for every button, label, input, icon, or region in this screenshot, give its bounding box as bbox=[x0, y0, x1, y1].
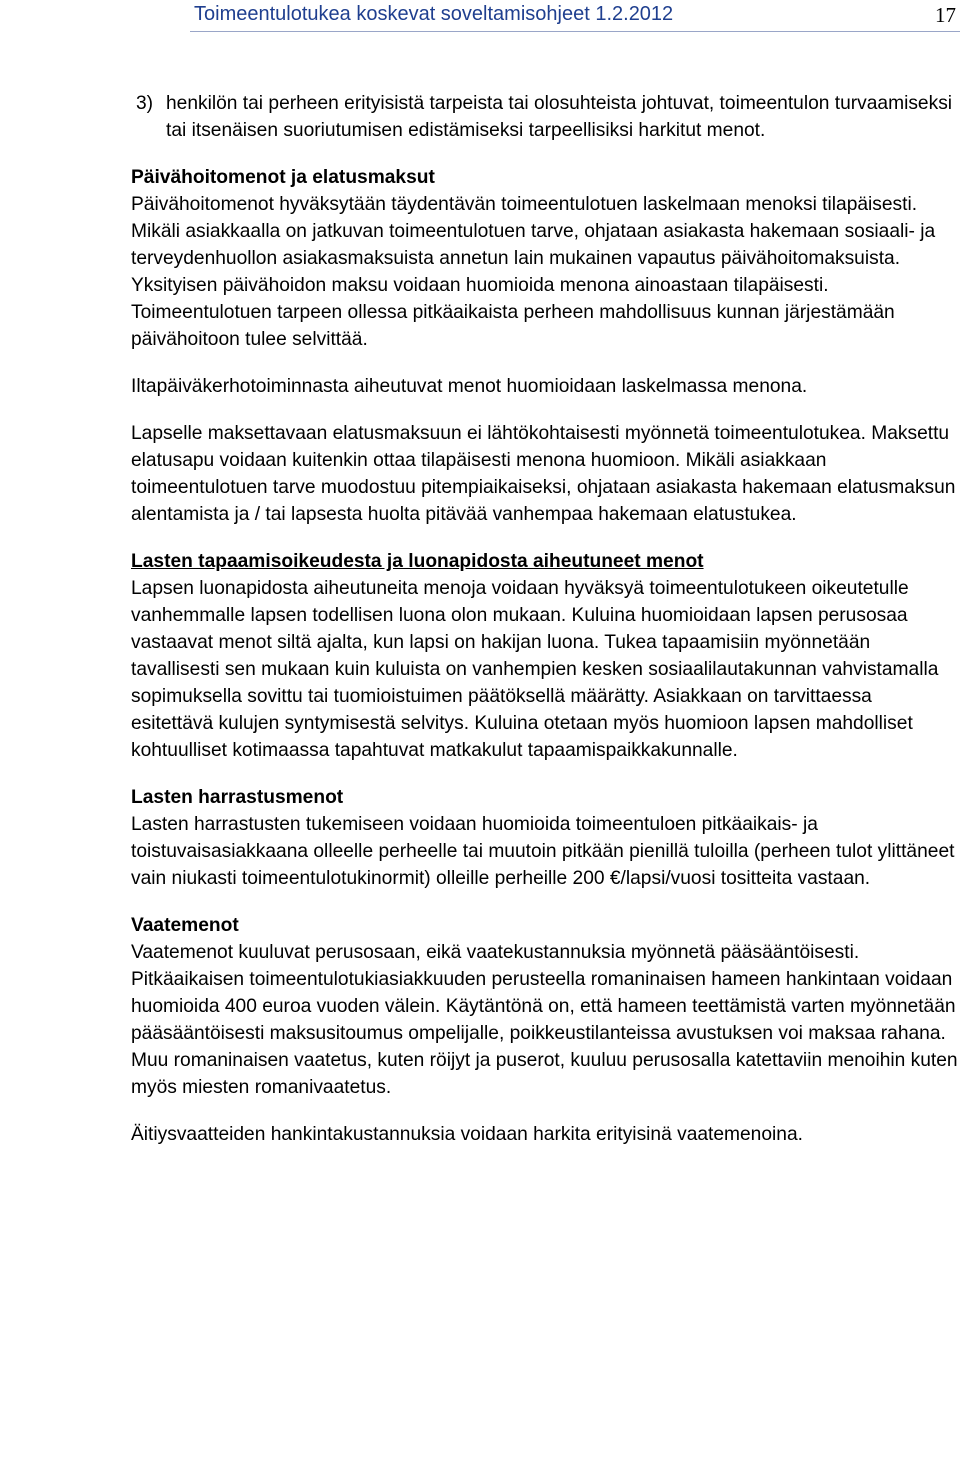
document-body bbox=[131, 90, 959, 1168]
document-title: Toimeentulotukea koskevat soveltamisohjeet 1.2.2012 bbox=[194, 3, 674, 25]
section-heading: Päivähoitomenot ja elatusmaksut bbox=[131, 167, 435, 188]
section-daycare bbox=[131, 164, 959, 353]
section-paragraph: Vaatemenot kuuluvat perusosaan, eikä vaatekustannuksia myönnetä pääsääntöisesti. Pitkäaikaisen toimeentulotukiasiakkuuden perusteella romaninaisen hameen hankintaan voidaan huomioida 400 euroa vuoden välein. Käytäntönä on, että hameen teettämistä varten myönnetään pääsääntöisesti maksusitoumus ompelijalle, poikkeustilanteissa avustuksen voi maksaa rahana. Muu romaninaisen vaatetus, kuten röijyt ja puserot, kuuluu perusosalla katettaviin menoihin kuten myös miesten romanivaatetus. bbox=[131, 942, 958, 1098]
section-heading: Lasten harrastusmenot bbox=[131, 787, 344, 808]
list-item-number: 3) bbox=[136, 93, 154, 114]
section-hobbies bbox=[131, 784, 959, 892]
section-paragraph: Päivähoitomenot hyväksytään täydentävän toimeentulotuen laskelmaan menoksi tilapäisesti. Mikäli asiakkaalla on jatkuvan toimeentulotuen tarve, ohjataan asiakasta hakemaan sosiaali- ja terveydenhuollon asiakasmaksuista annetun lain mukainen vapautus päivähoitomaksuista. Yksityisen päivähoidon maksu voidaan huomioida menona ainoastaan tilapäisesti. Toimeentulotuen tarpeen ollessa pitkäaikaista perheen mahdollisuus kunnan järjestämään päivähoitoon tulee selvittää. bbox=[131, 194, 936, 350]
section-visitation bbox=[131, 548, 959, 764]
section-paragraph: Lapsen luonapidosta aiheutuneita menoja voidaan hyväksyä toimeentulotukeen oikeutetulle vanhemmalle lapsen todellisen luona olon mukaan. Kuluina huomioidaan lapsen perusosaa vastaavat menot siltä ajalta, kun lapsi on hakijan luona. Tukea tapaamisiin myönnetään tavallisesti sen mukaan kuin kuluista on vanhempien kesken sosiaalilautakunnan vahvistamalla sopimuksella sovittu tai tuomioistuimen päätöksellä määrätty. Asiakkaan on tarvittaessa esitettävä kulujen syntymisestä selvitys. Kuluina otetaan myös huomioon lapsen mahdolliset kohtuulliset kotimaassa tapahtuvat matkakulut tapaamispaikkakunnalle. bbox=[131, 578, 939, 761]
paragraph-maternity-clothes: Äitiysvaatteiden hankintakustannuksia voidaan harkita erityisinä vaatemenoina. bbox=[131, 1124, 803, 1145]
list-item bbox=[136, 90, 959, 144]
section-paragraph: Lasten harrastusten tukemiseen voidaan huomioida toimeentuloen pitkäaikais- ja toistuvaisasiakkaana olleelle perheelle tai muutoin pitkään pienillä tuloilla (perheen tulot ylittäneet vain niukasti toimeentulotukinormit) olleille perheille 200 €/lapsi/vuosi tositteita vastaan. bbox=[131, 814, 955, 889]
page-header bbox=[0, 0, 960, 38]
section-heading: Lasten tapaamisoikeudesta ja luonapidosta aiheutuneet menot bbox=[131, 551, 704, 572]
section-heading: Vaatemenot bbox=[131, 915, 239, 936]
header-divider bbox=[190, 31, 960, 32]
paragraph-afternoon-club: Iltapäiväkerhotoiminnasta aiheutuvat menot huomioidaan laskelmassa menona. bbox=[131, 376, 808, 397]
paragraph-child-support: Lapselle maksettavaan elatusmaksuun ei lähtökohtaisesti myönnetä toimeentulotukea. Maksettu elatusapu voidaan kuitenkin ottaa tilapäisesti menona huomioon. Mikäli asiakkaan toimeentulotuen tarve muodostuu pitempiaikaiseksi, ohjataan asiakasta hakemaan elatusmaksun alentamista ja / tai lapsesta huolta pitävää vanhempaa hakemaan elatustukea. bbox=[131, 423, 956, 525]
page-number: 17 bbox=[935, 3, 956, 27]
section-clothing bbox=[131, 912, 959, 1101]
list-item-text: henkilön tai perheen erityisistä tarpeista tai olosuhteista johtuvat, toimeentulon turvaamiseksi tai itsenäisen suoriutumisen edistämiseksi tarpeellisiksi harkitut menot. bbox=[166, 93, 953, 141]
